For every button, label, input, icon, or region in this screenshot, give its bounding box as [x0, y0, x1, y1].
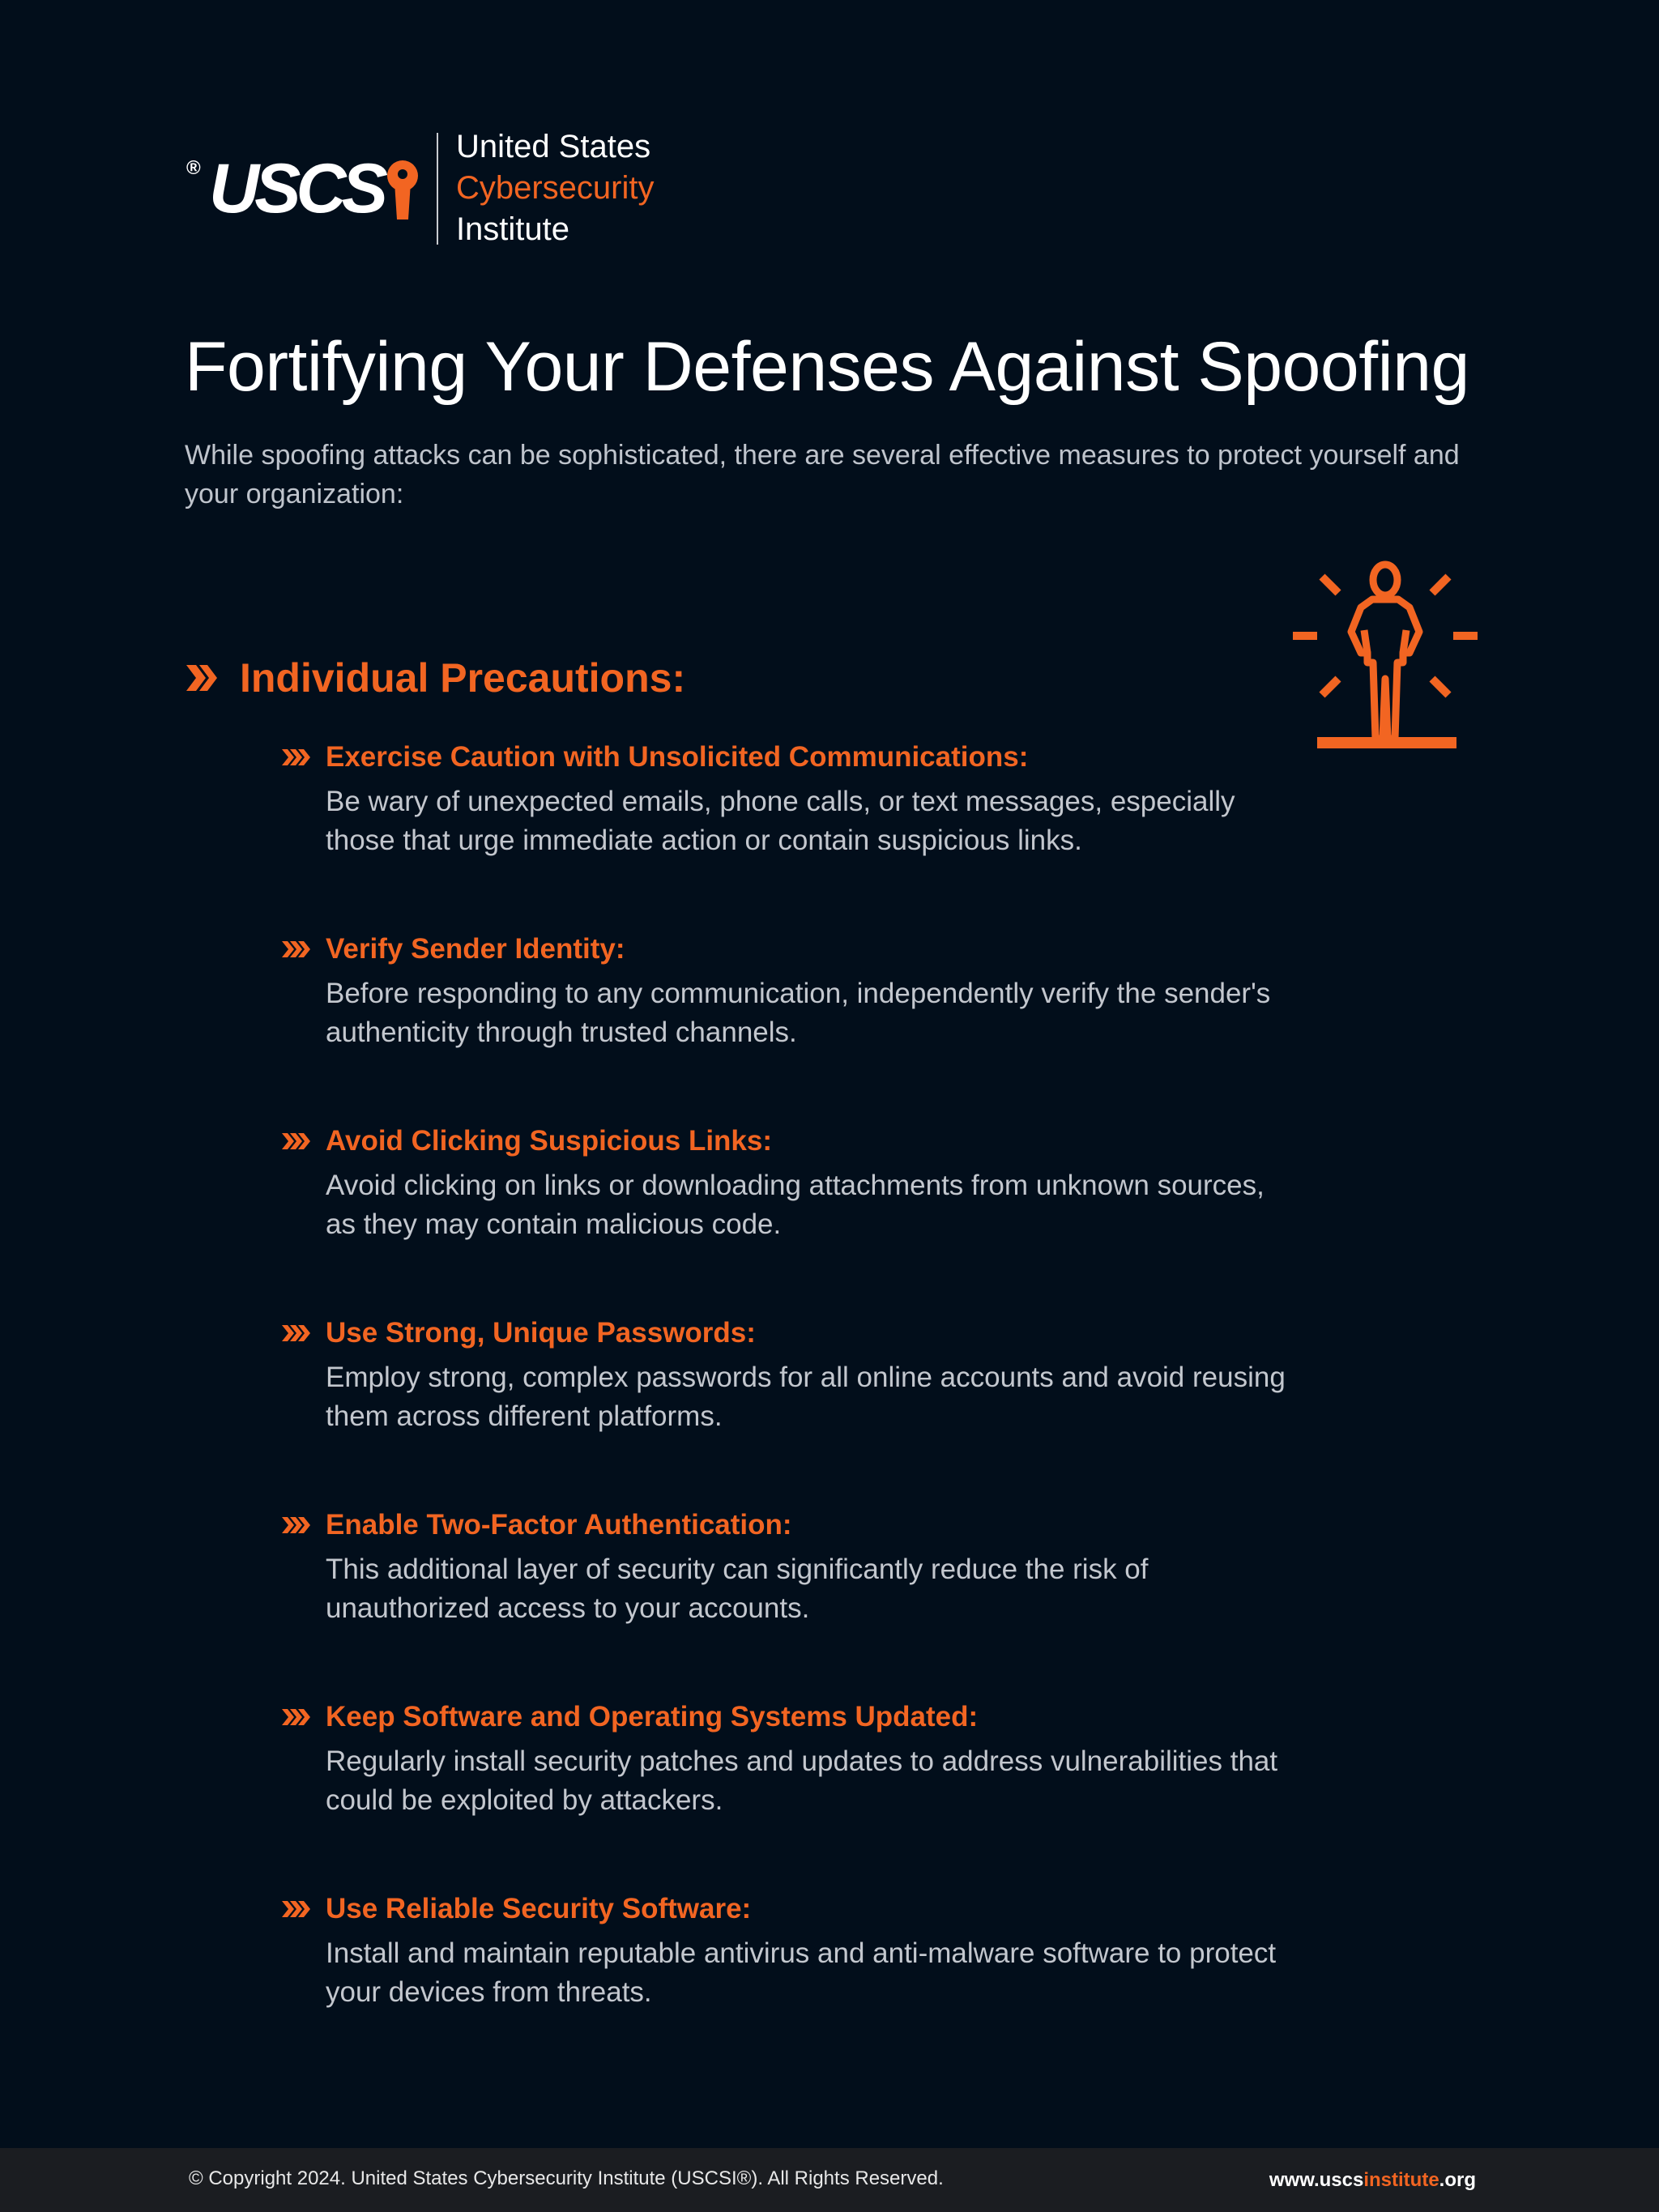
footer-url-part-2: institute: [1363, 2169, 1439, 2191]
person-standing-alert-icon: [1288, 559, 1482, 753]
footer: [0, 2148, 1659, 2212]
item-title: Use Reliable Security Software:: [326, 1893, 752, 1924]
triple-chevron-icon: [282, 1515, 311, 1535]
list-item: [282, 737, 1335, 929]
item-body: Employ strong, complex passwords for all online accounts and avoid reusing them across different platforms.: [326, 1362, 1286, 1432]
footer-url-part-1: www.uscs: [1269, 2169, 1364, 2191]
section-header: [185, 654, 685, 701]
footer-website-link[interactable]: [1269, 2169, 1476, 2192]
triple-chevron-icon: [282, 1132, 311, 1151]
logo-line-2: Cybersecurity: [455, 170, 655, 206]
logo-divider: [437, 133, 438, 245]
triple-chevron-icon: [282, 1707, 311, 1727]
triple-chevron-icon: [282, 1899, 311, 1919]
list-item: [282, 1121, 1335, 1313]
triple-chevron-icon: [282, 940, 311, 959]
item-title: Enable Two-Factor Authentication:: [326, 1509, 792, 1541]
brand-logo: [185, 130, 654, 247]
list-item: [282, 1313, 1335, 1505]
item-body: Be wary of unexpected emails, phone calls, or text messages, especially those that urge immediate action or contain suspicious links.: [326, 786, 1235, 856]
footer-url-part-3: .org: [1439, 2169, 1476, 2191]
item-body: Avoid clicking on links or downloading attachments from unknown sources, as they may contain malicious code.: [326, 1170, 1265, 1240]
item-body: Install and maintain reputable antivirus and anti-malware software to protect your devices from threats.: [326, 1937, 1277, 2008]
logo-letters: USCS: [209, 149, 383, 228]
item-title: Verify Sender Identity:: [326, 933, 625, 965]
item-title: Avoid Clicking Suspicious Links:: [326, 1125, 773, 1157]
logo-wordmark: [456, 126, 655, 250]
list-item: [282, 1889, 1335, 2081]
logo-line-1: United States: [455, 129, 651, 164]
list-item: [282, 1505, 1335, 1697]
double-chevron-icon: [185, 662, 219, 694]
precautions-list: [282, 737, 1335, 2081]
logo-mark: [185, 130, 419, 247]
logo-line-3: Institute: [455, 211, 570, 247]
intro-text: While spoofing attacks can be sophisticated, there are several effective measures to protect yourself and your organization:: [185, 440, 1460, 509]
page-title: Fortifying Your Defenses Against Spoofing: [185, 328, 1469, 406]
item-title: Keep Software and Operating Systems Updated:: [326, 1701, 979, 1733]
item-body: Before responding to any communication, independently verify the sender's authenticity through trusted channels.: [326, 978, 1271, 1048]
registered-mark: ®: [186, 157, 201, 179]
list-item: [282, 929, 1335, 1121]
item-body: This additional layer of security can significantly reduce the risk of unauthorized access to your accounts.: [326, 1554, 1149, 1624]
item-title: Use Strong, Unique Passwords:: [326, 1317, 756, 1349]
list-item: [282, 1697, 1335, 1889]
section-title: Individual Precautions:: [240, 655, 686, 701]
item-title: Exercise Caution with Unsolicited Communications:: [326, 741, 1029, 773]
keyhole-icon: [386, 160, 419, 221]
item-body: Regularly install security patches and updates to address vulnerabilities that could be exploited by attackers.: [326, 1745, 1278, 1816]
triple-chevron-icon: [282, 1323, 311, 1343]
triple-chevron-icon: [282, 748, 311, 767]
footer-copyright: © Copyright 2024. United States Cybersecurity Institute (USCSI®). All Rights Reserved.: [189, 2167, 944, 2189]
